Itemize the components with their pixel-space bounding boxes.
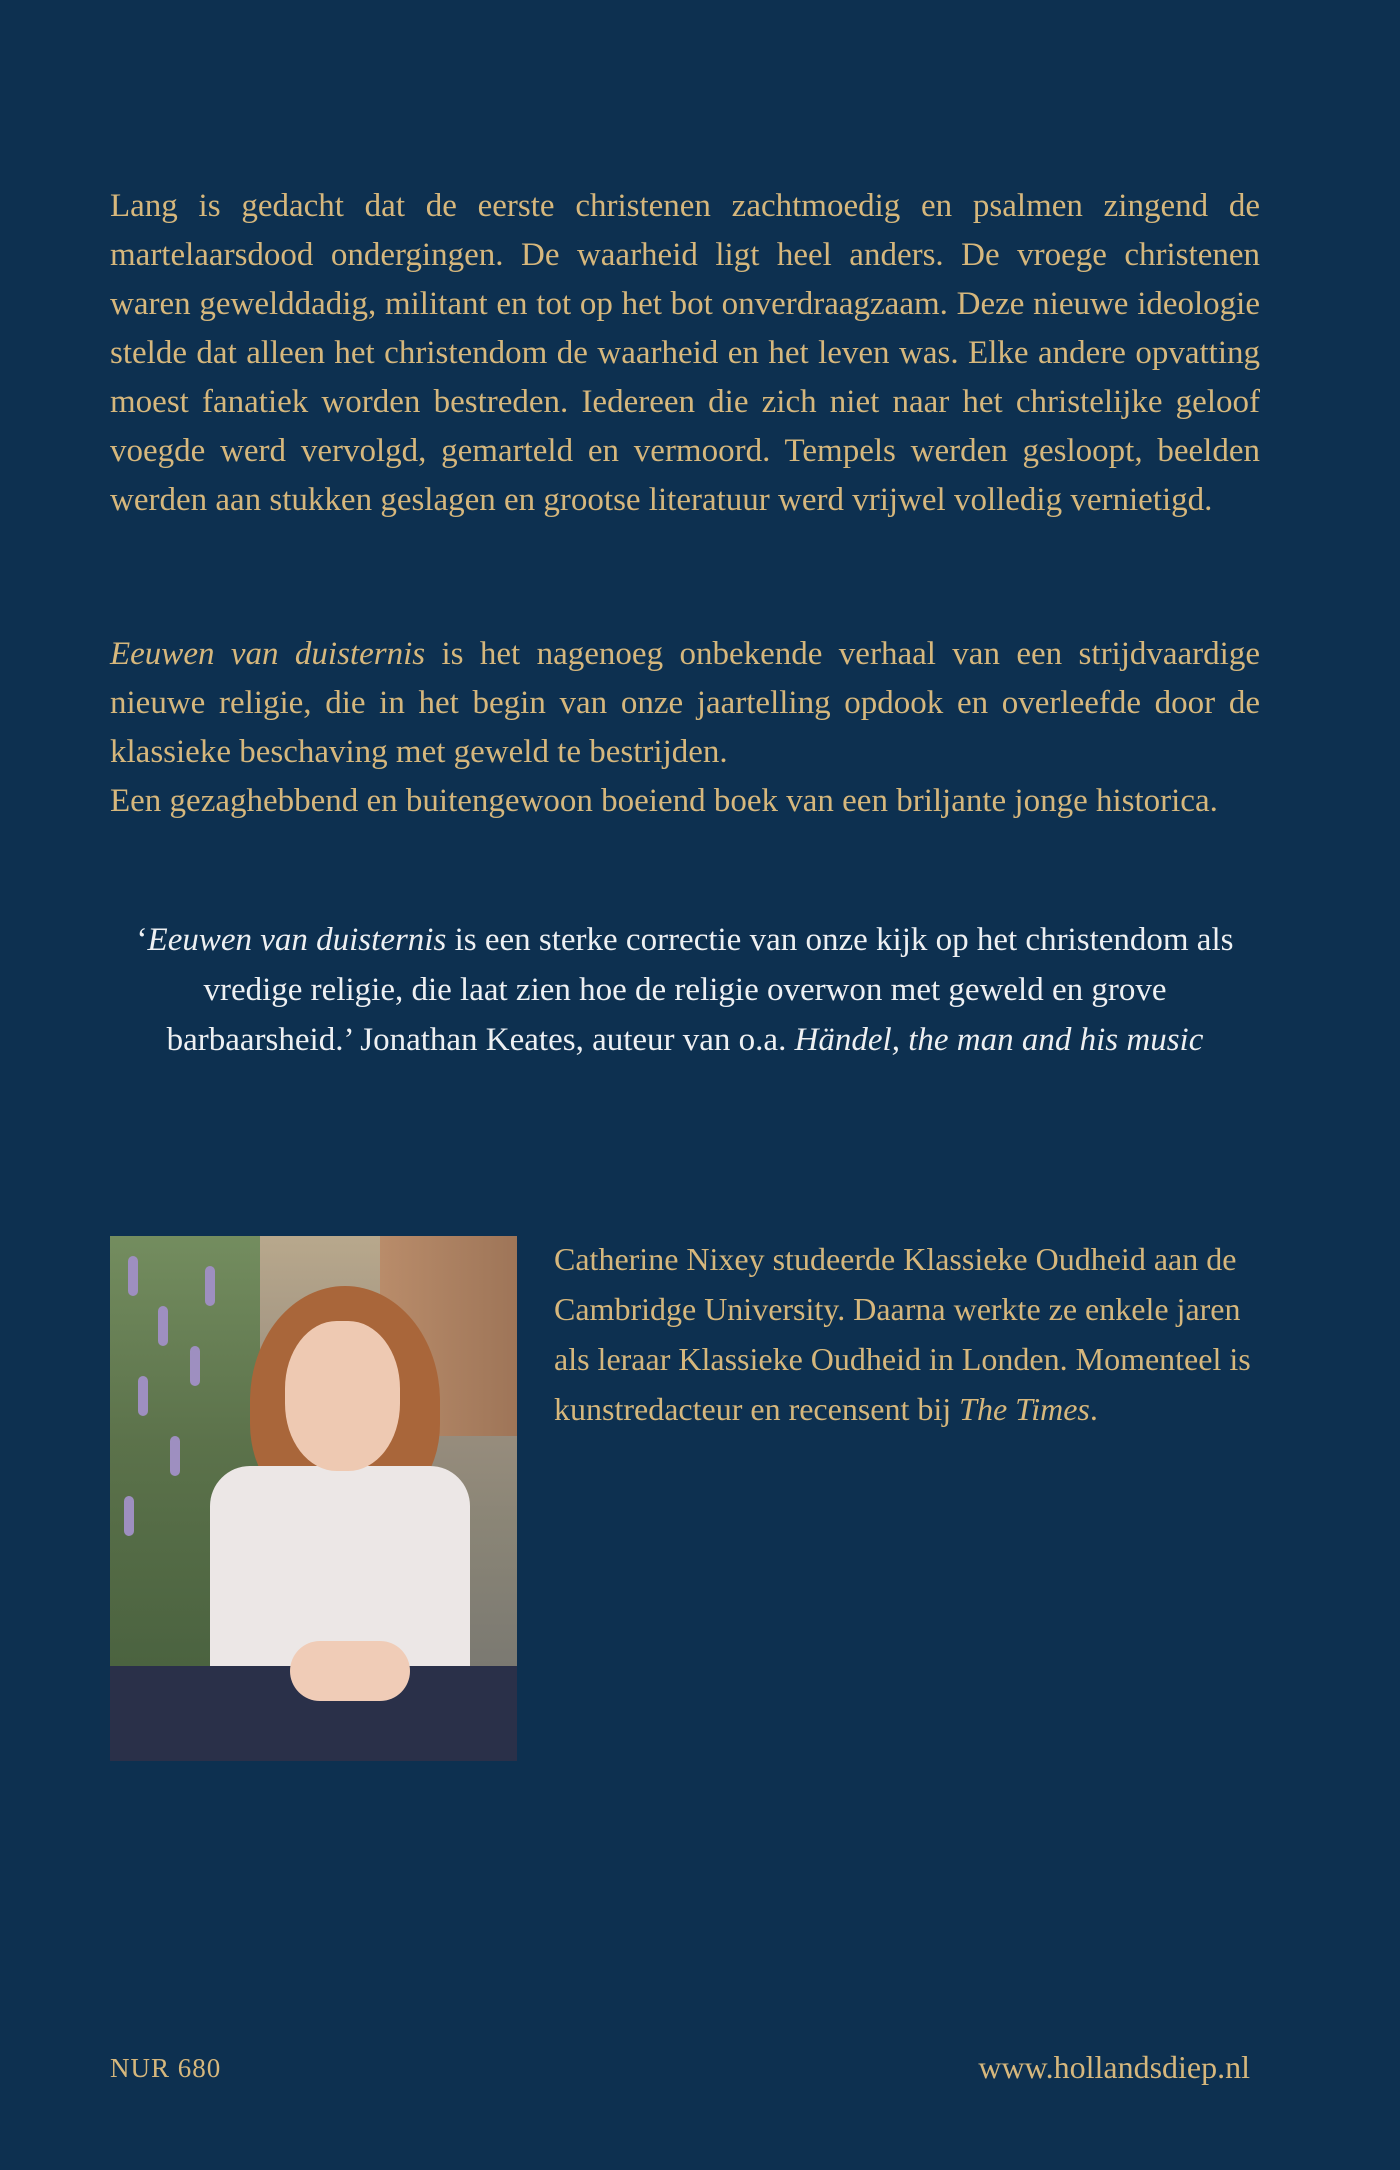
- photo-face: [285, 1321, 400, 1471]
- review-quote: [110, 915, 1260, 1065]
- photo-lavender: [124, 1496, 134, 1536]
- photo-hands: [290, 1641, 410, 1701]
- photo-lavender: [158, 1306, 168, 1346]
- author-bio-text: Catherine Nixey studeerde Klassieke Oudheid aan de Cambridge University. Daarna werkte ze enkele jaren als leraar Klassieke Oudheid in Londen. Momenteel is kunstredacteur en recensent bij: [554, 1241, 1251, 1427]
- publisher-website: www.hollandsdiep.nl: [978, 2049, 1250, 2085]
- photo-lavender: [205, 1266, 215, 1306]
- blurb-paragraph-2-text: is het nagenoeg onbekende verhaal van een strijdvaardige nieuwe religie, die in het begin van onze jaartelling opdook en overleefde door de klassieke beschaving met geweld te bestrijden.: [110, 636, 1260, 770]
- author-bio-publication: The Times: [959, 1391, 1090, 1427]
- author-bio-end: .: [1089, 1391, 1098, 1427]
- quote-book-title: Eeuwen van duisternis: [147, 922, 447, 958]
- author-bio: [554, 1234, 1274, 1434]
- quote-work-title: Händel, the man and his music: [794, 1022, 1204, 1058]
- photo-lavender: [128, 1256, 138, 1296]
- photo-lavender: [190, 1346, 200, 1386]
- photo-lavender: [138, 1376, 148, 1416]
- photo-lavender: [170, 1436, 180, 1476]
- author-photo: [110, 1236, 517, 1761]
- blurb-paragraph-2: [110, 630, 1260, 826]
- blurb-paragraph-1-text: Lang is gedacht dat de eerste christenen zachtmoedig en psalmen zingend de martelaarsdood ondergingen. De waarheid ligt heel anders. De vroege christenen waren gewelddadig, militant en tot op het bot onverdraagzaam. Deze nieuwe ideologie stelde dat alleen het christendom de waarheid en het leven was. Elke andere opvatting moest fanatiek worden bestreden. Iedereen die zich niet naar het christelijke geloof voegde werd vervolgd, gemarteld en vermoord. Tempels werden gesloopt, beelden werden aan stukken geslagen en grootse literatuur werd vrijwel volledig vernietigd.: [110, 188, 1260, 518]
- quote-open-mark: ‘: [136, 922, 148, 958]
- book-title: Eeuwen van duisternis: [110, 636, 426, 672]
- nur-code: NUR 680: [110, 2053, 222, 2083]
- quote-text: is een sterke correctie van onze kijk op het christendom als vredige religie, die laat zien hoe de religie overwon met geweld en grove barbaarsheid.’ Jonathan Keates, auteur van o.a.: [166, 922, 1234, 1058]
- blurb-paragraph-1: [110, 182, 1260, 525]
- blurb-paragraph-3-text: Een gezaghebbend en buitengewoon boeiend boek van een briljante jonge historica.: [110, 783, 1218, 819]
